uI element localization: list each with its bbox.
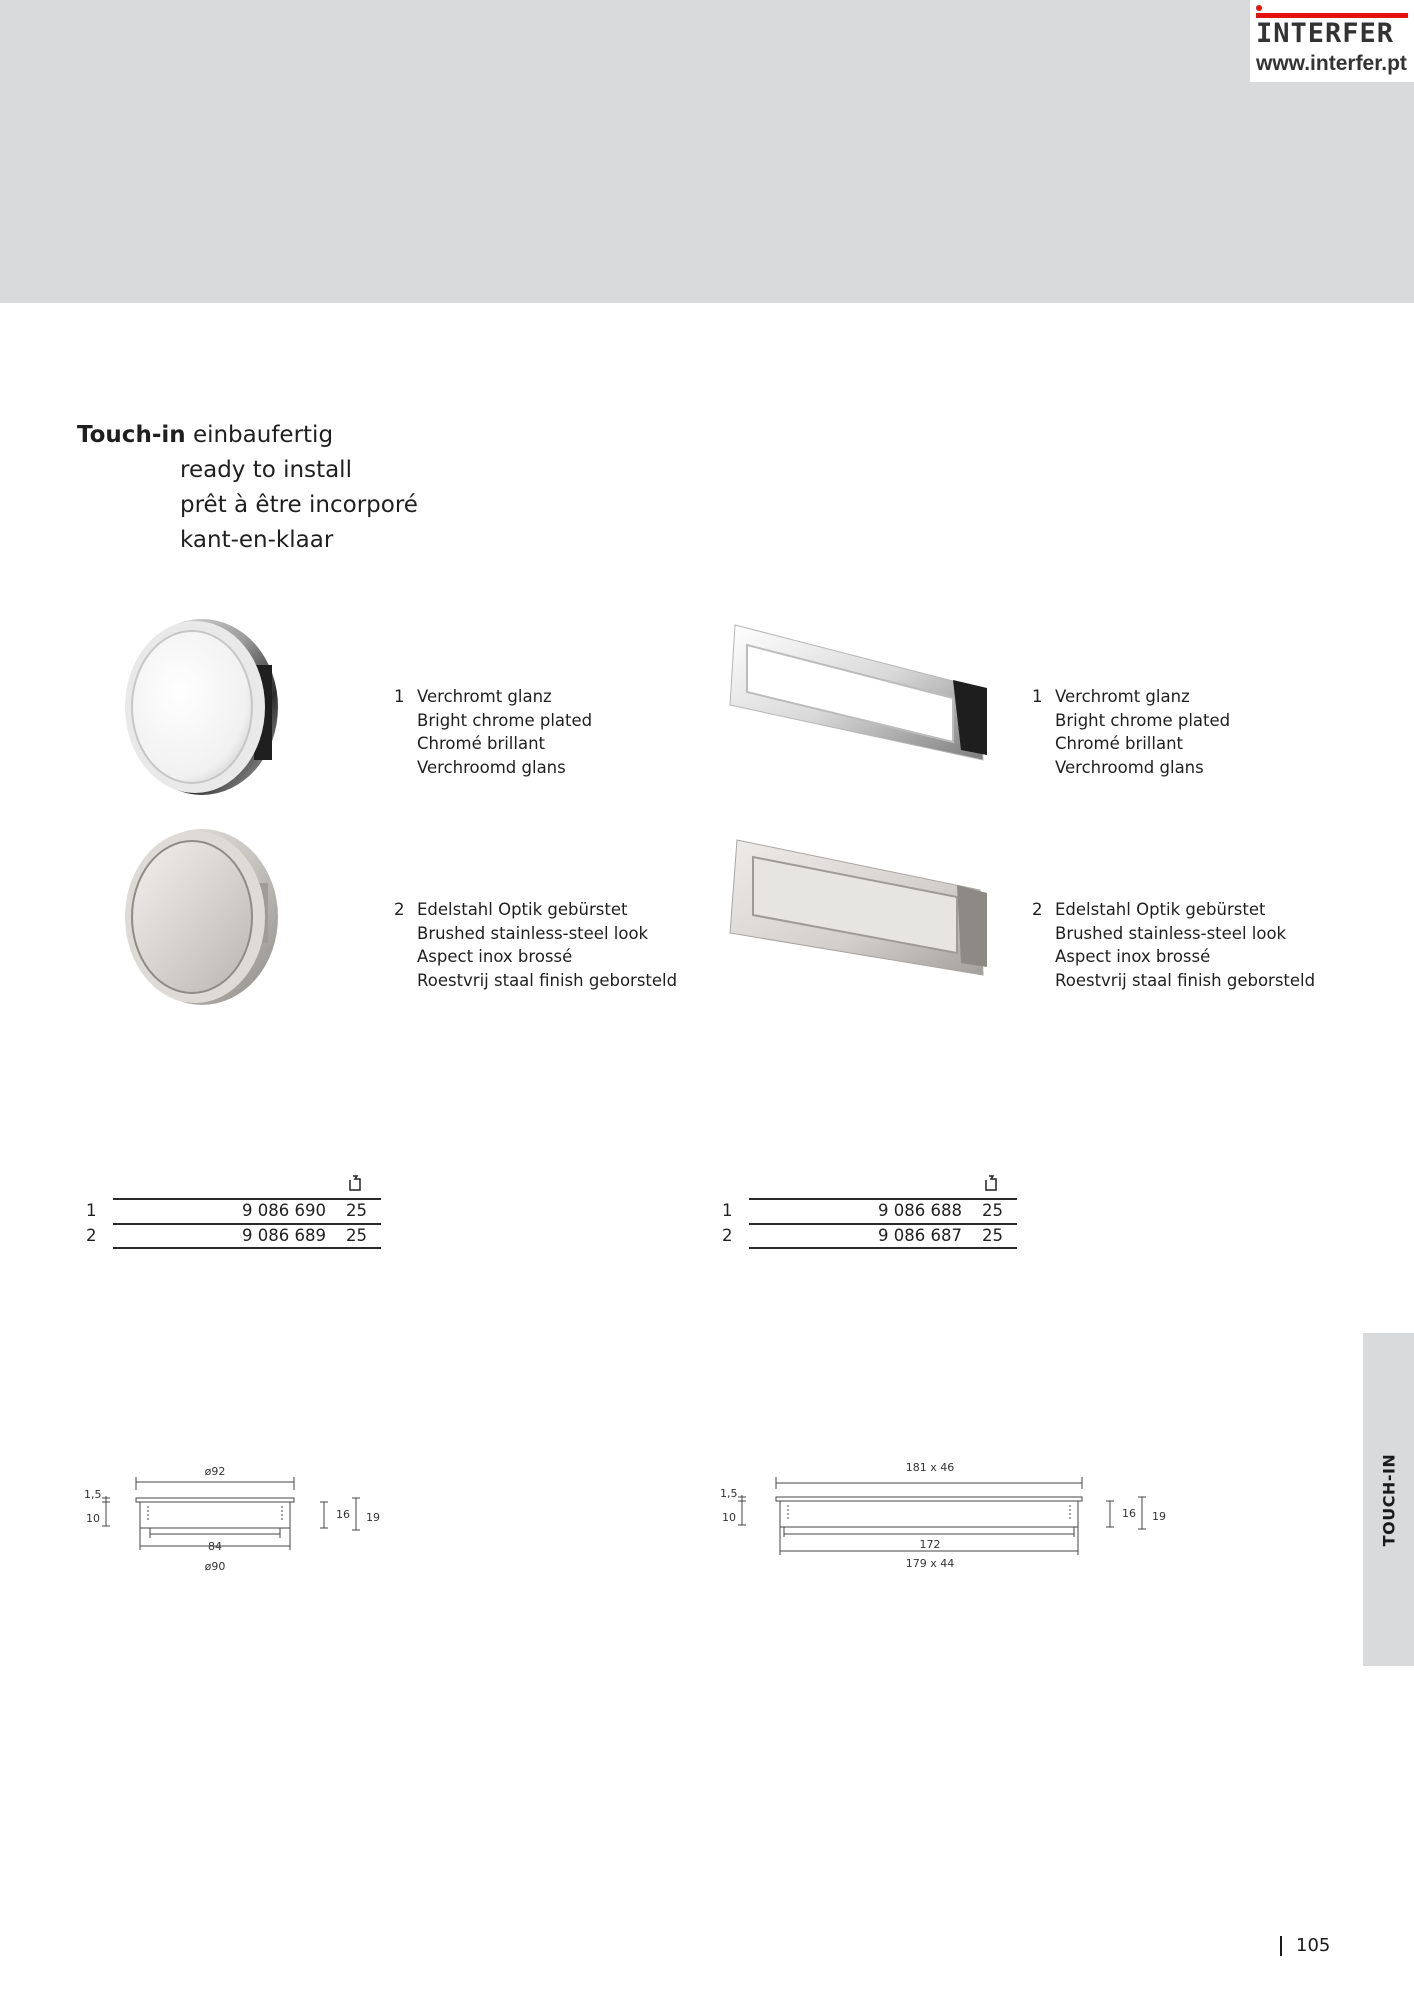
rect-technical-drawing [716, 1455, 1166, 1580]
brand-logo[interactable] [1250, 0, 1414, 82]
dim-right-outer: 19 [1152, 1510, 1166, 1523]
finish-line: Verchroomd glans [417, 757, 566, 777]
round-technical-drawing [80, 1460, 390, 1580]
row-number: 2 [86, 1226, 97, 1245]
package-icon [348, 1175, 362, 1191]
finish-line: Brushed stainless-steel look [1055, 923, 1287, 943]
finish-line: Roestvrij staal finish geborsteld [417, 970, 678, 990]
dim-bottom: ø90 [204, 1560, 226, 1573]
side-tab[interactable] [1363, 1333, 1414, 1666]
dim-top: 181 x 46 [905, 1461, 955, 1474]
finish-line: Roestvrij staal finish geborsteld [1055, 970, 1316, 990]
finish-line: Chromé brillant [417, 734, 546, 753]
round-brushed-image [120, 825, 280, 1010]
finish-line: Verchromt glanz [1055, 687, 1190, 706]
order-table-right [722, 1175, 1032, 1255]
article-number: 9 086 687 [878, 1226, 962, 1245]
title-first-line [77, 418, 418, 453]
rect-brushed-image [725, 835, 995, 985]
side-tab-label: TOUCH-IN [1379, 1453, 1398, 1546]
row-number: 1 [722, 1201, 733, 1220]
finish-line: Verchroomd glans [1055, 757, 1204, 777]
table-rule [113, 1247, 381, 1249]
dim-inner-width: 84 [208, 1540, 222, 1553]
dim-right-inner: 16 [336, 1508, 350, 1521]
package-icon [984, 1175, 998, 1191]
logo-dot [1256, 5, 1262, 11]
dim-right-inner: 16 [1122, 1507, 1136, 1520]
dim-right-outer: 19 [366, 1511, 380, 1524]
pack-quantity: 25 [346, 1226, 367, 1245]
finish-line: Bright chrome plated [1055, 710, 1231, 730]
logo-wordmark: INTERFER [1256, 18, 1395, 49]
table-rule [749, 1247, 1017, 1249]
dim-bottom: 179 x 44 [905, 1557, 955, 1570]
title-line-nl: kant-en-klaar [180, 527, 334, 553]
article-number: 9 086 688 [878, 1201, 962, 1220]
section-title [77, 418, 418, 558]
finish-number: 2 [1032, 900, 1043, 919]
row-number: 2 [722, 1226, 733, 1245]
dim-inner-width: 172 [919, 1538, 941, 1551]
finish-line: Brushed stainless-steel look [417, 923, 649, 943]
page-number-value: 105 [1296, 1935, 1331, 1956]
finish-line: Edelstahl Optik gebürstet [1055, 900, 1266, 919]
article-number: 9 086 689 [242, 1226, 326, 1245]
title-line-en: ready to install [180, 457, 352, 483]
finish-line: Chromé brillant [1055, 734, 1184, 753]
title-line-de: einbaufertig [192, 422, 334, 448]
finish-number: 1 [394, 687, 405, 706]
pack-quantity: 25 [982, 1226, 1003, 1245]
dim-left-small: 1,5 [84, 1488, 102, 1501]
finish-line: Aspect inox brossé [417, 947, 573, 966]
table-rule [113, 1223, 381, 1225]
pack-quantity: 25 [346, 1201, 367, 1220]
round-chrome-image [120, 615, 280, 800]
header-band [0, 0, 1414, 303]
title-line-fr: prêt à être incorporé [180, 492, 418, 518]
finish-number: 1 [1032, 687, 1043, 706]
finish-line: Bright chrome plated [417, 710, 593, 730]
dim-left-small: 1,5 [720, 1487, 738, 1500]
table-rule [113, 1198, 381, 1200]
title-product-name: Touch-in [77, 422, 186, 448]
order-table-left [86, 1175, 396, 1255]
row-number: 1 [86, 1201, 97, 1220]
article-number: 9 086 690 [242, 1201, 326, 1220]
table-rule [749, 1198, 1017, 1200]
dim-left-big: 10 [86, 1512, 100, 1525]
page-number-divider [1280, 1936, 1282, 1956]
logo-url[interactable]: www.interfer.pt [1256, 52, 1407, 75]
pack-quantity: 25 [982, 1201, 1003, 1220]
finish-line: Aspect inox brossé [1055, 947, 1211, 966]
dim-left-big: 10 [722, 1511, 736, 1524]
dim-top: ø92 [204, 1465, 226, 1478]
rect-chrome-image [725, 620, 995, 770]
table-rule [749, 1223, 1017, 1225]
finish-line: Edelstahl Optik gebürstet [417, 900, 628, 919]
finish-number: 2 [394, 900, 405, 919]
finish-line: Verchromt glanz [417, 687, 552, 706]
